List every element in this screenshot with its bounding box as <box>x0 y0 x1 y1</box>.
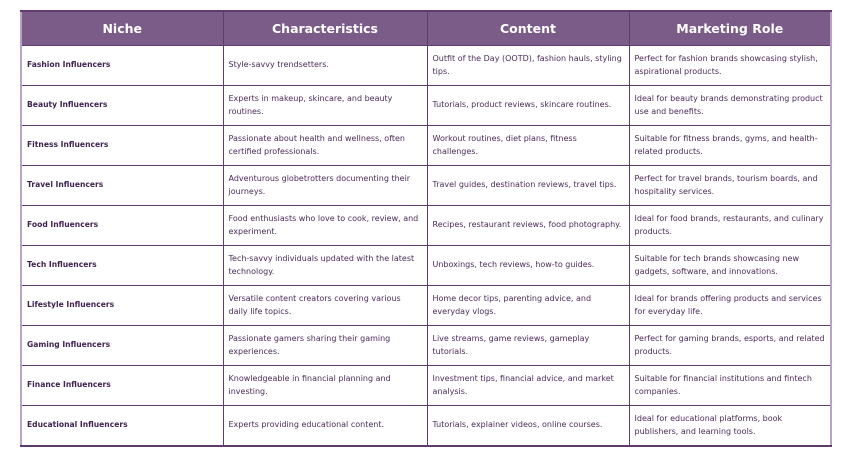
niche-cell: Food Influencers <box>21 206 223 246</box>
characteristics-cell: Versatile content creators covering various daily life topics. <box>223 286 427 326</box>
characteristics-cell: Experts in makeup, skincare, and beauty routines. <box>223 86 427 126</box>
table-row <box>21 166 831 206</box>
niche-cell: Travel Influencers <box>21 166 223 206</box>
characteristics-cell: Experts providing educational content. <box>223 406 427 447</box>
characteristics-cell: Style-savvy trendsetters. <box>223 46 427 86</box>
content-cell: Live streams, game reviews, gameplay tutorials. <box>427 326 629 366</box>
table-row <box>21 286 831 326</box>
table-row <box>21 206 831 246</box>
characteristics-cell: Passionate about health and wellness, often certified professionals. <box>223 126 427 166</box>
influencer-niches-table <box>20 10 832 447</box>
content-cell: Home decor tips, parenting advice, and everyday vlogs. <box>427 286 629 326</box>
header-characteristics: Characteristics <box>223 11 427 46</box>
niche-cell: Lifestyle Influencers <box>21 286 223 326</box>
marketing-role-cell: Ideal for food brands, restaurants, and culinary products. <box>629 206 831 246</box>
marketing-role-cell: Suitable for tech brands showcasing new gadgets, software, and innovations. <box>629 246 831 286</box>
marketing-role-cell: Perfect for travel brands, tourism boards, and hospitality services. <box>629 166 831 206</box>
content-cell: Tutorials, product reviews, skincare routines. <box>427 86 629 126</box>
niche-cell: Finance Influencers <box>21 366 223 406</box>
marketing-role-cell: Ideal for brands offering products and services for everyday life. <box>629 286 831 326</box>
header-marketing-role: Marketing Role <box>629 11 831 46</box>
characteristics-cell: Knowledgeable in financial planning and investing. <box>223 366 427 406</box>
content-cell: Tutorials, explainer videos, online courses. <box>427 406 629 447</box>
header-niche: Niche <box>21 11 223 46</box>
niche-cell: Educational Influencers <box>21 406 223 447</box>
niche-cell: Fashion Influencers <box>21 46 223 86</box>
characteristics-cell: Adventurous globetrotters documenting their journeys. <box>223 166 427 206</box>
content-cell: Workout routines, diet plans, fitness challenges. <box>427 126 629 166</box>
characteristics-cell: Tech-savvy individuals updated with the latest technology. <box>223 246 427 286</box>
table-row <box>21 126 831 166</box>
niche-cell: Fitness Influencers <box>21 126 223 166</box>
niche-cell: Gaming Influencers <box>21 326 223 366</box>
header-content: Content <box>427 11 629 46</box>
content-cell: Travel guides, destination reviews, travel tips. <box>427 166 629 206</box>
characteristics-cell: Food enthusiasts who love to cook, review, and experiment. <box>223 206 427 246</box>
marketing-role-cell: Ideal for educational platforms, book publishers, and learning tools. <box>629 406 831 447</box>
table-row <box>21 366 831 406</box>
content-cell: Recipes, restaurant reviews, food photography. <box>427 206 629 246</box>
niche-cell: Tech Influencers <box>21 246 223 286</box>
characteristics-cell: Passionate gamers sharing their gaming experiences. <box>223 326 427 366</box>
table-row <box>21 246 831 286</box>
content-cell: Unboxings, tech reviews, how-to guides. <box>427 246 629 286</box>
table-row <box>21 86 831 126</box>
marketing-role-cell: Perfect for fashion brands showcasing stylish, aspirational products. <box>629 46 831 86</box>
content-cell: Investment tips, financial advice, and market analysis. <box>427 366 629 406</box>
marketing-role-cell: Suitable for fitness brands, gyms, and health-related products. <box>629 126 831 166</box>
table-row <box>21 326 831 366</box>
table-row <box>21 46 831 86</box>
marketing-role-cell: Suitable for financial institutions and fintech companies. <box>629 366 831 406</box>
header-row <box>21 11 831 46</box>
marketing-role-cell: Perfect for gaming brands, esports, and related products. <box>629 326 831 366</box>
content-cell: Outfit of the Day (OOTD), fashion hauls, styling tips. <box>427 46 629 86</box>
marketing-role-cell: Ideal for beauty brands demonstrating product use and benefits. <box>629 86 831 126</box>
niche-cell: Beauty Influencers <box>21 86 223 126</box>
table-row <box>21 406 831 447</box>
